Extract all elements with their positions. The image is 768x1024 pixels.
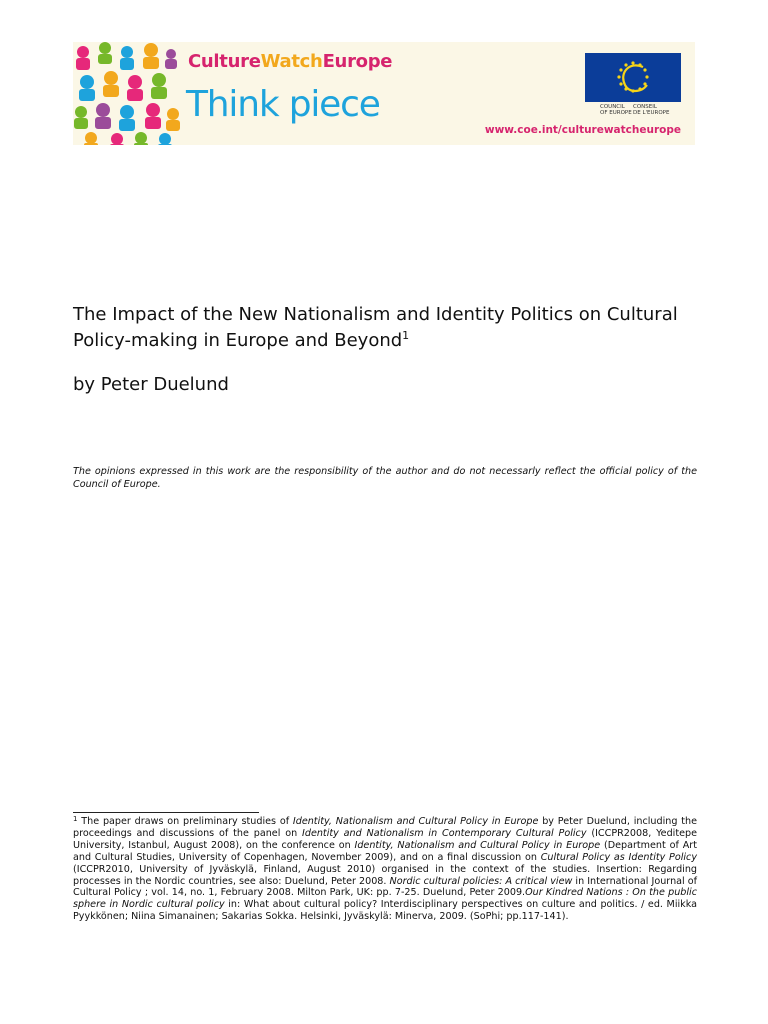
footnote-italic-5: Nordic cultural policies: A critical view xyxy=(389,875,573,887)
footnote-text-1: The paper draws on preliminary studies of xyxy=(77,816,293,827)
footnote-text-3: (ICCPR2008, Yeditepe University, Istanbul, August 2008), on the conference on xyxy=(73,827,697,851)
document-title-text: The Impact of the New Nationalism and Identity Politics on Cultural Policy-making in Europe and Beyond xyxy=(73,304,678,351)
council-of-europe-logo-icon xyxy=(585,53,681,102)
footnote-text-2: by Peter Duelund, including the proceedings and discussions of the panel on xyxy=(73,816,697,839)
culturewatcheurope-wordmark xyxy=(188,51,392,72)
footnote xyxy=(73,816,697,923)
footnote-text-5: (ICCPR2010, University of Jyväskylä, Finland, August 2010) organised in the context of the studies. Insertion: Regarding processes in the Nordic countries, see also: Duelund, Peter 2008. xyxy=(73,863,697,887)
banner-url-link[interactable]: www.coe.int/culturewatcheurope xyxy=(484,124,681,136)
coe-fr-line1: CONSEIL xyxy=(633,104,657,110)
people-mosaic-logo xyxy=(73,42,181,145)
document-title xyxy=(73,302,698,354)
title-footnote-ref[interactable]: 1 xyxy=(402,329,410,342)
disclaimer-text: The opinions expressed in this work are the responsibility of the author and do not necessarly reflect the official policy of the Council of Europe. xyxy=(73,466,697,490)
footnote-marker: 1 xyxy=(73,815,78,823)
brand-word-europe: Europe xyxy=(322,51,393,72)
footnote-italic-2: Identity and Nationalism in Contemporary Cultural Policy xyxy=(302,827,587,839)
coe-en-line1: COUNCIL xyxy=(600,104,625,110)
footnote-text-7: in: What about cultural policy? Interdisciplinary perspectives on culture and politics. / ed. Miikka Pyykkönen; Niina Simanainen; Sakarias Sokka. Helsinki, Jyväskylä: Minerva, 2009. (SoPhi; pp.117-141). xyxy=(73,899,697,923)
coe-fr-line2: DE L'EUROPE xyxy=(633,110,670,116)
footnote-divider xyxy=(73,812,259,813)
footnote-italic-1: Identity, Nationalism and Cultural Policy in Europe xyxy=(292,816,539,827)
header-banner xyxy=(73,42,695,145)
brand-word-culture: Culture xyxy=(188,51,261,72)
think-piece-headline: Think piece xyxy=(186,84,380,125)
footnote-text-4: (Department of Art and Cultural Studies, University of Copenhagen, November 2009), and on a final discussion on xyxy=(73,839,697,863)
brand-word-watch: Watch xyxy=(260,51,323,72)
footnote-text-6: in International Journal of Cultural Policy ; vol. 14, no. 1, February 2008. Milton Park, UK: pp. 7-25. Duelund, Peter 2009. xyxy=(73,875,697,899)
footnote-italic-3: Identity, Nationalism and Cultural Policy in Europe xyxy=(354,839,601,851)
council-of-europe-caption xyxy=(600,104,670,116)
footnote-italic-6: Our Kindred Nations : On the public sphere in Nordic cultural policy xyxy=(73,887,697,911)
document-author: by Peter Duelund xyxy=(73,374,229,395)
coe-en-line2: OF EUROPE xyxy=(600,110,632,116)
footnote-italic-4: Cultural Policy as Identity Policy xyxy=(540,851,697,863)
